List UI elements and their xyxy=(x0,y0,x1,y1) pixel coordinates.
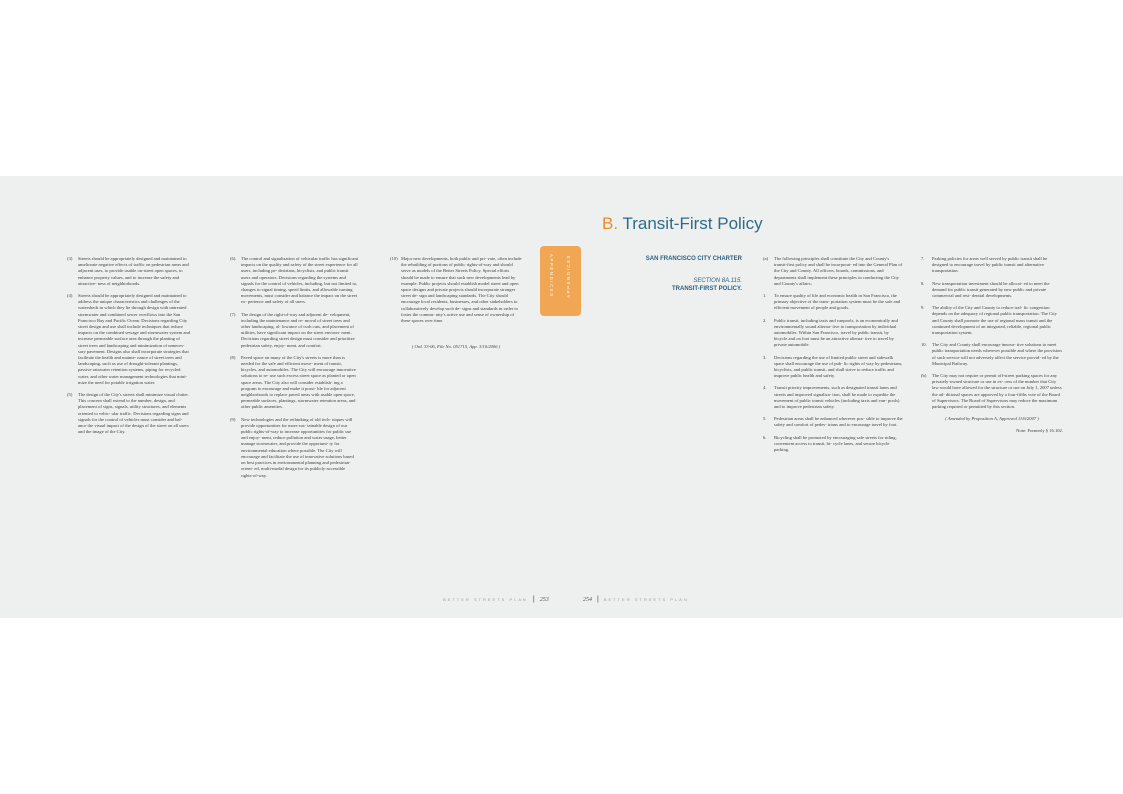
clause-item xyxy=(763,416,903,428)
clause-number: 1. xyxy=(763,293,767,299)
page-number-left: 253 xyxy=(539,597,549,603)
right-column-2 xyxy=(921,256,1063,435)
clause-number: (a) xyxy=(763,256,769,261)
clause-item xyxy=(763,256,903,287)
clause-number: 5. xyxy=(763,416,767,422)
left-column-2 xyxy=(230,256,358,485)
clause-number: 10. xyxy=(921,342,927,348)
clause-number: 3. xyxy=(763,354,767,360)
clause-text: Major new developments, both public and pri- vate, often include the rebuilding of portions of public rights-of-way and should serve as models of the Better Streets Policy. Special efforts should be made to ensure that such new developments lead by example. Public projects should establish model street and open space designs and private projects should incorporate stronger street de- sign and landscaping standards. The City should encourage local residents, businesses, and other stakeholders to collaboratively develop such de- signs and standards in order to foster the commu- nity's active use and sense of ownership of these spaces over time. xyxy=(401,256,522,324)
amendment-citation: ( Amended by Proposition A, Approved 11/6/2007 ) xyxy=(945,416,1039,422)
clause-text: The ability of the City and County to reduce traf- fic congestion depends on the adequacy of regional public transportation. The City and County shall promote the use of regional mass transit and the continued development of an integrated, reliable, regional public transportation system. xyxy=(932,305,1057,336)
clause-text: The following principles shall constitute the City and County's transit-first policy and shall be incorporat- ed into the General Plan of the City and County. All officers, boards, commissions, and departments shall implement these principles in conducting the City and County's affairs: xyxy=(774,256,903,286)
clause-text: New technologies and the rethinking of old tech- niques will provide opportunities for more sus- tainable design of our public rights-of-way to increase opportunities for public use and enjoy- ment, reduce pollution and water usage, better manage stormwater, and provide the opportuni- ty for environmental education where possible. The City will encourage and facilitate the use of innovative solutions based on best practices in environmental planning and pedestrian-orient- ed, multi-modal design for its publicly-accessible rights-of-way. xyxy=(241,416,354,478)
clause-number: 9. xyxy=(921,305,925,311)
section-name: TRANSIT-FIRST POLICY. xyxy=(671,286,742,292)
clause-item xyxy=(67,392,190,435)
clause-item xyxy=(921,305,1063,336)
clause-item xyxy=(921,373,1063,410)
clause-item xyxy=(763,318,903,349)
former-section-note: Note: Formerly § 16.102. xyxy=(1016,428,1063,434)
clause-item xyxy=(230,312,358,349)
clause-item xyxy=(763,293,903,312)
clause-number: (3) xyxy=(67,256,73,261)
clause-text: To ensure quality of life and economic health in San Francisco, the primary objective of the trans- portation system must be the safe and efficient movement of people and goods. xyxy=(774,293,901,311)
clause-text: Public transit, including taxis and vanpools, is an economically and environmentally sound alterna- tive to transportation by individual automobiles. Within San Francisco, travel by public transit, by bicycle and on foot must be an attractive alterna- tive to travel by private automobile. xyxy=(774,317,898,348)
left-column-3 xyxy=(390,256,522,350)
clause-number: (10) xyxy=(390,256,398,261)
clause-number: (8) xyxy=(230,354,236,360)
clause-text: Bicycling shall be promoted by encouraging safe streets for riding, convenient access to transit, bi- cycle lanes, and secure bicycle parking. xyxy=(774,434,897,453)
title-letter: B. xyxy=(602,214,619,233)
clause-number: 4. xyxy=(763,385,767,391)
clause-text: The City and County shall encourage innova- tive solutions to meet public transportation needs wherever possible and where the provision of such service will not adversely affect the service provid- ed by the Municipal Railway. xyxy=(932,342,1062,366)
appendices-tab[interactable] xyxy=(540,246,581,316)
clause-number: 8. xyxy=(921,280,925,286)
clause-number: (6) xyxy=(230,256,236,261)
clause-text: Transit priority improvements, such as designated transit lanes and streets and improved signaliza- tion, shall be made to expedite the movement of public transit vehicles (including taxis and van- pools) and to improve pedestrian safety. xyxy=(774,385,900,410)
clause-item xyxy=(67,256,190,287)
page-number-right: 254 xyxy=(583,597,592,603)
footer-left xyxy=(443,596,549,603)
ordinance-citation: ( Ord. 33-06, File No. 051715, App. 3/10/2006 ) xyxy=(411,344,501,350)
clause-text: The control and signalization of vehicular traffic has significant impacts on the quality and safety of the street experience for all users, including pe- destrians, bicyclists, and public transit users and operators. Decisions regarding the systems and signals for the control of vehicles, including, but not limited to, changes to signal timing, speed limits, and allowable turning movements, must consider and balance the impact on the street ex- perience and safety of all users. xyxy=(241,256,359,305)
clause-number: (9) xyxy=(230,416,236,422)
clause-number: (4) xyxy=(67,293,73,299)
clause-item xyxy=(763,435,903,454)
clause-item xyxy=(230,417,358,479)
clause-text: Streets should be appropriately designed and maintained to address the unique characteristics and challenges of the watersheds in which they lie through design with untreated stormwater and combined sewer overflows into the San Francisco Bay and Pacific Ocean. Decisions regarding City street design and use shall include techniques that reduce impacts on the combined sewage and stormwater system and increase permeable surface area through the planting of street trees and landscaping and minimization of unneces- sary pavement. Designs also shall incorporate strategies that facilitate the health and mainte- nance of street trees and landscaping, such as use of drought-tolerant plantings, passive rainwater retention systems, piping for recycled water, and other water management technologies that mini- mize the need for potable irrigation water. xyxy=(78,293,191,385)
footer-separator: | xyxy=(597,596,599,603)
clause-item xyxy=(763,355,903,380)
footer-left-label: BETTER STREETS PLAN xyxy=(443,597,528,602)
clause-item xyxy=(390,256,522,324)
clause-text: Decisions regarding the use of limited public street and sidewalk space shall encourage the use of pub- lic rights of way by pedestrians, bicyclists, and public transit, and shall strive to reduce traffic and improve public health and safety. xyxy=(774,354,903,379)
tab-label-rotated: APPENDICES xyxy=(566,254,571,298)
clause-text: Paved space on many of the City's streets is more than is needed for the safe and efficient move- ment of transit, bicycles, and automobiles. The City will encourage innovative solutions to re- use such excess street space as planted or open space areas. The City also will consider establish- ing a program to encourage and make it possi- ble for adjacent neighborhoods to replace paved areas with usable open space, permeable surfaces, plantings, stormwater retention areas, and other public amenities. xyxy=(241,354,356,410)
clause-text: New transportation investment should be allocat- ed to meet the demand for public transit generated by new public and private commercial and resi- dential developments. xyxy=(932,280,1050,299)
clause-text: The design of the right-of-way and adjacent de- velopment, including the maintenance and re- moval of street trees and other landscaping, al- lowance of curb cuts, and placement of utilities, have significant impact on the street environ- ment. Decisions regarding street design must consider and prioritize pedestrian safety, enjoy- ment, and comfort. xyxy=(241,311,355,348)
clause-item xyxy=(763,385,903,410)
right-column-1 xyxy=(763,256,903,459)
clause-item xyxy=(230,355,358,411)
clause-item xyxy=(921,342,1063,367)
page-title xyxy=(602,214,763,234)
clause-item xyxy=(230,256,358,306)
footer-separator: | xyxy=(532,596,535,603)
clause-text: The City may not require or permit off-street parking spaces for any privately-owned structure or use in ex- cess of the number that City law would have allowed for the structure or use on July 1, 2007 unless the ad- ditional spaces are approved by a four-fifths vote of the Board of Supervisors. The Board of Supervisors may reduce the maximum parking required or permitted by this section. xyxy=(932,373,1062,410)
clause-number: 7. xyxy=(921,256,925,261)
left-column-1 xyxy=(67,256,190,441)
footer-right-label: BETTER STREETS PLAN xyxy=(603,597,689,602)
footer-right xyxy=(583,596,689,603)
title-text: Transit-First Policy xyxy=(618,214,763,233)
section-heading xyxy=(645,277,742,293)
clause-text: Streets should be appropriately designed and maintained to ameliorate negative effects of traffic on pedestrian areas and adjacent uses, to provide usable on-street open spaces, to enhance property values, and to increase the safety and attractive- ness of neighborhoods. xyxy=(78,256,189,286)
clause-text: Pedestrian areas shall be enhanced wherever pos- sible to improve the safety and comfort of pedes- trians and to encourage travel by foot. xyxy=(774,416,903,428)
clause-number: (5) xyxy=(67,392,73,398)
clause-text: The design of the City's streets shall minimize visual clutter. This concern shall extend to the number, design, and placement of signs, signals, utility structures, and elements oriented to vehic- ular traffic. Decisions regarding signs and signals for the control of vehicles must consider and bal- ance the visual impact of the design of the street on all users and the image of the City. xyxy=(78,392,189,435)
tab-label: APPENDICES xyxy=(549,254,554,298)
clause-item xyxy=(921,256,1063,275)
charter-heading: SAN FRANCISCO CITY CHARTER xyxy=(645,256,742,262)
section-number: SECTION 8A.115. xyxy=(693,278,742,284)
clause-text: Parking policies for areas well served by public transit shall be designed to encourage travel by public transit and alternative transportation. xyxy=(932,256,1048,274)
clause-number: 6. xyxy=(763,434,767,440)
clause-number: (b) xyxy=(921,373,927,379)
clause-number: 2. xyxy=(763,317,767,323)
clause-item xyxy=(67,293,190,386)
clause-number: (7) xyxy=(230,311,236,317)
clause-item xyxy=(921,281,1063,300)
